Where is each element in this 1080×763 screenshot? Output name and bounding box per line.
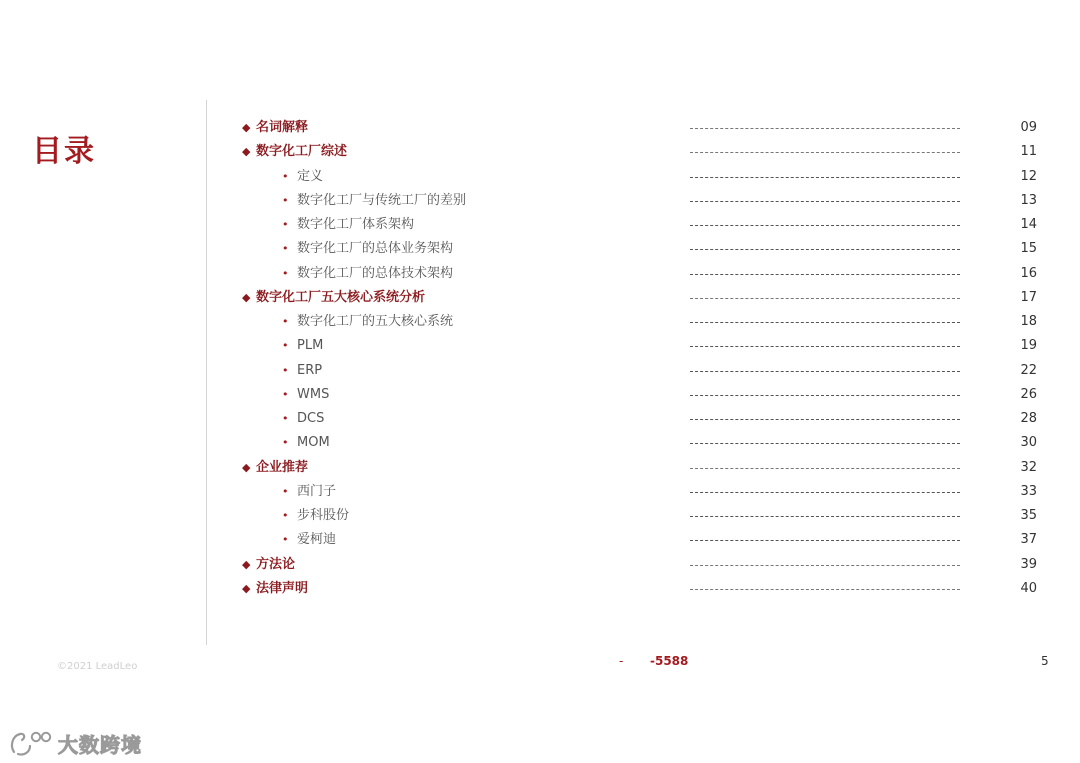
toc-subsection-item[interactable] — [0, 262, 1080, 286]
toc-subsection-item[interactable] — [0, 359, 1080, 383]
dot-bullet-icon: • — [282, 412, 289, 425]
page-title: 目录 — [32, 134, 96, 169]
toc-subsection-item[interactable] — [0, 310, 1080, 334]
toc-entry-label: 数字化工厂的总体技术架构 — [297, 265, 454, 281]
toc-page-number: 26 — [1020, 386, 1037, 402]
toc-dotted-leader — [690, 177, 960, 178]
toc-page-number: 17 — [1020, 289, 1037, 305]
toc-section-item[interactable] — [0, 286, 1080, 310]
toc-page-number: 11 — [1020, 144, 1037, 160]
toc-dotted-leader — [690, 516, 960, 517]
toc-page-number: 09 — [1020, 120, 1037, 135]
toc-entry-label: 爱柯迪 — [297, 532, 337, 548]
toc-page-number: 39 — [1020, 556, 1037, 572]
toc-entry-label: 数字化工厂体系架构 — [297, 217, 415, 232]
toc-page-number: 15 — [1020, 241, 1037, 257]
table-of-contents — [0, 116, 1080, 601]
toc-page-number: 14 — [1020, 217, 1037, 232]
toc-subsection-item[interactable] — [0, 407, 1080, 431]
toc-page-number: 19 — [1020, 338, 1037, 354]
toc-dotted-leader — [690, 371, 960, 372]
toc-page-number: 22 — [1020, 362, 1037, 378]
toc-subsection-item[interactable] — [0, 334, 1080, 358]
toc-page-number: 37 — [1020, 532, 1037, 548]
toc-dotted-leader — [690, 492, 960, 493]
toc-section-item[interactable] — [0, 553, 1080, 577]
toc-entry-label: 步科股份 — [297, 508, 350, 523]
logo-icon — [8, 728, 54, 758]
toc-dotted-leader — [690, 274, 960, 275]
dot-bullet-icon: • — [282, 436, 289, 450]
toc-subsection-item[interactable] — [0, 504, 1080, 528]
toc-subsection-item[interactable] — [0, 383, 1080, 407]
toc-entry-label: 企业推荐 — [256, 459, 309, 475]
toc-page-number: 33 — [1020, 483, 1037, 499]
toc-page-number: 18 — [1020, 314, 1037, 329]
toc-dotted-leader — [690, 419, 960, 420]
toc-subsection-item[interactable] — [0, 431, 1080, 455]
toc-dotted-leader — [690, 468, 960, 469]
toc-dotted-leader — [690, 322, 960, 323]
toc-entry-label: ERP — [297, 362, 323, 378]
toc-section-item[interactable] — [0, 140, 1080, 164]
toc-subsection-item[interactable] — [0, 213, 1080, 237]
diamond-bullet-icon: ◆ — [242, 121, 251, 134]
toc-page-number: 16 — [1020, 265, 1037, 281]
toc-subsection-item[interactable] — [0, 189, 1080, 213]
dot-bullet-icon: • — [282, 533, 289, 547]
toc-subsection-item[interactable] — [0, 237, 1080, 261]
toc-dotted-leader — [690, 152, 960, 153]
dot-bullet-icon: • — [282, 169, 289, 183]
toc-dotted-leader — [690, 346, 960, 347]
toc-section-item[interactable] — [0, 116, 1080, 140]
dot-bullet-icon: • — [282, 266, 289, 280]
copyright-text: ©2021 LeadLeo — [57, 661, 138, 672]
toc-section-item[interactable] — [0, 577, 1080, 601]
watermark — [8, 726, 142, 760]
toc-dotted-leader — [690, 225, 960, 226]
toc-dotted-leader — [690, 395, 960, 396]
diamond-bullet-icon: ◆ — [242, 581, 251, 595]
toc-dotted-leader — [690, 201, 960, 202]
diamond-bullet-icon: ◆ — [242, 557, 251, 571]
toc-page-number: 35 — [1020, 508, 1037, 523]
toc-dotted-leader — [690, 128, 960, 129]
diamond-bullet-icon: ◆ — [242, 460, 251, 474]
toc-entry-label: 法律声明 — [256, 580, 309, 596]
toc-subsection-item[interactable] — [0, 480, 1080, 504]
toc-subsection-item[interactable] — [0, 165, 1080, 189]
toc-entry-label: PLM — [297, 338, 324, 354]
dot-bullet-icon: • — [282, 339, 289, 353]
diamond-bullet-icon: ◆ — [242, 290, 251, 304]
watermark-text: 大数跨境 — [58, 732, 142, 757]
footer-phone-dash: - — [619, 654, 624, 668]
toc-entry-label: 数字化工厂五大核心系统分析 — [256, 289, 426, 305]
toc-dotted-leader — [690, 589, 960, 590]
toc-entry-label: 数字化工厂的五大核心系统 — [297, 314, 454, 329]
toc-section-item[interactable] — [0, 456, 1080, 480]
toc-dotted-leader — [690, 565, 960, 566]
dot-bullet-icon: • — [282, 218, 289, 231]
toc-dotted-leader — [690, 298, 960, 299]
toc-page-number: 32 — [1020, 459, 1037, 475]
dot-bullet-icon: • — [282, 193, 289, 207]
toc-page-number: 30 — [1020, 435, 1037, 451]
dot-bullet-icon: • — [282, 315, 289, 328]
toc-entry-label: DCS — [297, 411, 325, 426]
toc-entry-label: 方法论 — [256, 556, 296, 572]
toc-entry-label: MOM — [297, 435, 330, 451]
dot-bullet-icon: • — [282, 387, 289, 401]
toc-entry-label: 数字化工厂综述 — [256, 144, 348, 160]
toc-entry-label: 定义 — [297, 168, 324, 184]
dot-bullet-icon: • — [282, 242, 289, 256]
toc-entry-label: 名词解释 — [256, 120, 309, 135]
toc-dotted-leader — [690, 249, 960, 250]
dot-bullet-icon: • — [282, 509, 289, 522]
toc-subsection-item[interactable] — [0, 528, 1080, 552]
toc-page-number: 40 — [1020, 580, 1037, 596]
toc-entry-label: 数字化工厂与传统工厂的差别 — [297, 192, 467, 208]
toc-dotted-leader — [690, 540, 960, 541]
toc-entry-label: 数字化工厂的总体业务架构 — [297, 241, 454, 257]
page-number: 5 — [1041, 654, 1049, 668]
toc-entry-label: 西门子 — [297, 483, 337, 499]
toc-entry-label: WMS — [297, 386, 330, 402]
diamond-bullet-icon: ◆ — [242, 145, 251, 159]
dot-bullet-icon: • — [282, 484, 289, 498]
toc-page-number: 12 — [1020, 168, 1037, 184]
toc-dotted-leader — [690, 443, 960, 444]
dot-bullet-icon: • — [282, 363, 289, 377]
footer-phone-number: -5588 — [650, 654, 689, 668]
toc-page-number: 13 — [1020, 192, 1037, 208]
toc-page-number: 28 — [1020, 411, 1037, 426]
